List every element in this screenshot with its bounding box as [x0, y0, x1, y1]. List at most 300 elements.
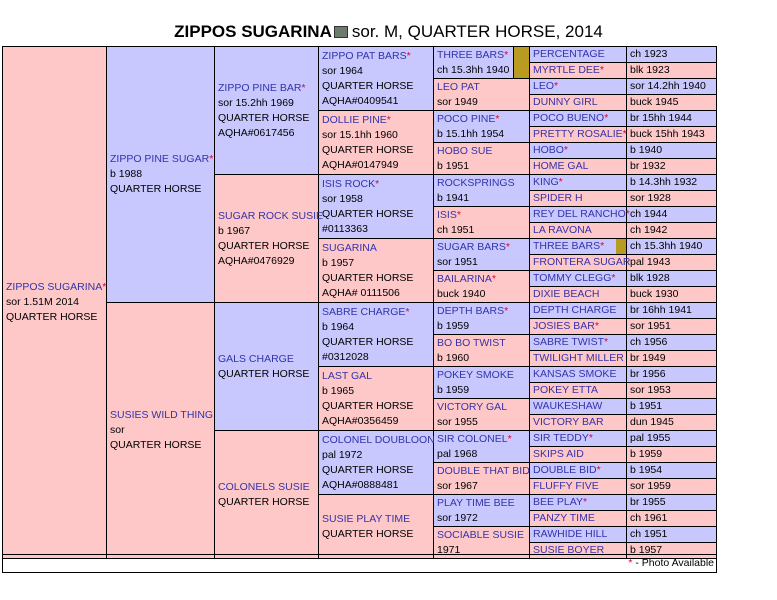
horse-name-link[interactable] — [437, 528, 529, 543]
horse-info-cell: blk 1928 — [627, 271, 717, 287]
horse-cell-gen4 — [319, 367, 434, 431]
horse-name[interactable]: DOLLIE PINE — [322, 113, 387, 126]
horse-detail: AQHA#0356459 — [322, 414, 399, 427]
horse-info-cell: dun 1945 — [627, 415, 717, 431]
horse-name-link[interactable] — [533, 335, 626, 350]
horse-name-link[interactable] — [533, 63, 626, 78]
horse-name[interactable]: ZIPPO PINE BAR — [218, 81, 302, 94]
horse-name[interactable]: DUNNY GIRL — [533, 96, 598, 108]
horse-name[interactable]: POKEY SMOKE — [437, 368, 514, 381]
horse-cell-gen5 — [434, 175, 530, 207]
horse-name-link[interactable] — [437, 400, 529, 415]
horse-name[interactable]: RAWHIDE HILL — [533, 528, 608, 540]
horse-detail: sor 1.51M 2014 — [6, 296, 79, 308]
horse-name[interactable]: THREE BARS — [533, 240, 601, 252]
photo-star: * — [594, 320, 599, 332]
horse-detail: sor 1955 — [437, 415, 478, 428]
horse-cell-gen5 — [434, 271, 530, 303]
horse-cell-gen6 — [530, 431, 627, 447]
horse-cell-gen5 — [434, 79, 530, 111]
horse-name[interactable]: SUSIES WILD THING — [110, 409, 214, 421]
horse-cell-gen6 — [530, 351, 627, 367]
horse-cell-gen5 — [434, 431, 530, 463]
horse-detail: QUARTER HORSE — [322, 271, 414, 284]
horse-name-link[interactable] — [218, 81, 318, 96]
horse-name-link[interactable] — [437, 496, 529, 511]
horse-name-link[interactable] — [533, 223, 626, 238]
horse-cell-gen6 — [530, 287, 627, 303]
horse-name-link[interactable] — [110, 152, 214, 167]
horse-detail: b 1988 — [110, 168, 143, 180]
horse-detail: AQHA#0147949 — [322, 158, 399, 171]
horse-cell-gen2 — [107, 303, 215, 559]
horse-detail: ch 15.3hh 1940 — [437, 63, 510, 76]
horse-detail: pal 1968 — [437, 447, 478, 460]
horse-name-link[interactable] — [437, 240, 529, 255]
horse-name-link[interactable] — [437, 80, 529, 95]
horse-detail: QUARTER HORSE — [218, 111, 310, 124]
horse-info-cell: br 15hh 1944 — [627, 111, 717, 127]
horse-name[interactable]: BAILARINA — [437, 272, 492, 285]
horse-name-link[interactable] — [533, 351, 626, 366]
horse-detail: b 1964 — [322, 320, 355, 333]
horse-name[interactable]: SIR COLONEL — [437, 432, 508, 445]
horse-name[interactable]: HOBO SUE — [437, 144, 493, 157]
horse-name[interactable]: COLONEL DOUBLOON — [322, 433, 435, 446]
horse-detail: QUARTER HORSE — [218, 495, 310, 508]
horse-name[interactable]: POCO BUENO — [533, 112, 605, 124]
horse-detail: sor 1972 — [437, 511, 478, 524]
horse-cell-gen4 — [319, 175, 434, 239]
horse-info-cell: blk 1923 — [627, 63, 717, 79]
photo-star: * — [102, 281, 107, 293]
horse-name[interactable]: ZIPPO PINE SUGAR — [110, 153, 210, 165]
horse-cell-gen5 — [434, 335, 530, 367]
horse-cell-gen6 — [530, 63, 627, 79]
horse-name[interactable]: PANZY TIME — [533, 512, 595, 524]
photo-star: * — [599, 64, 605, 76]
horse-name[interactable]: MYRTLE DEE — [533, 64, 600, 76]
photo-available-note: - Photo Available — [632, 557, 714, 569]
horse-name-link[interactable] — [322, 433, 433, 448]
horse-name[interactable]: BO BO TWIST — [437, 336, 506, 349]
horse-name[interactable]: THREE BARS — [437, 48, 505, 61]
horse-name[interactable]: ROCKSPRINGS — [437, 176, 515, 189]
horse-detail: b 1959 — [437, 383, 470, 396]
photo-star: * — [507, 432, 512, 445]
horse-info-cell: b 14.3hh 1932 — [627, 175, 717, 191]
horse-detail: b 15.1hh 1954 — [437, 127, 505, 140]
horse-name-link[interactable] — [437, 48, 513, 63]
horse-detail: AQHA#0476929 — [218, 254, 295, 267]
horse-name[interactable]: REY DEL RANCHO — [533, 208, 626, 220]
horse-name-link[interactable] — [437, 208, 529, 223]
photo-thumbnail[interactable] — [514, 47, 530, 79]
horse-detail: QUARTER HORSE — [110, 183, 202, 195]
horse-cell-gen1 — [3, 47, 107, 559]
horse-name[interactable]: SOCIABLE SUSIE — [437, 528, 524, 541]
horse-name[interactable]: SUGAR BARS — [437, 240, 506, 253]
horse-name-link[interactable] — [533, 287, 626, 302]
horse-cell-gen6 — [530, 175, 627, 191]
horse-cell-gen6 — [530, 319, 627, 335]
horse-info-cell: buck 1945 — [627, 95, 717, 111]
horse-name-link[interactable] — [533, 415, 626, 430]
horse-name[interactable]: SABRE TWIST — [533, 336, 604, 348]
horse-name[interactable]: KING — [533, 176, 559, 188]
horse-name-link[interactable] — [533, 447, 626, 462]
horse-name-link[interactable] — [533, 399, 626, 414]
horse-name-link[interactable] — [533, 143, 626, 158]
horse-name[interactable]: ISIS — [437, 208, 457, 221]
horse-detail: b 1967 — [218, 224, 251, 237]
horse-name-link[interactable] — [533, 383, 626, 398]
horse-name-link[interactable] — [437, 368, 529, 383]
horse-cell-gen5 — [434, 495, 530, 527]
horse-name[interactable]: SIR TEDDY — [533, 432, 589, 444]
horse-info-cell: br 1955 — [627, 495, 717, 511]
photo-star: * — [603, 336, 609, 348]
horse-name-link[interactable] — [533, 239, 626, 254]
horse-detail: buck 1940 — [437, 287, 486, 300]
horse-cell-gen6 — [530, 367, 627, 383]
horse-detail: sor 1958 — [322, 192, 363, 205]
horse-detail: b 1941 — [437, 191, 470, 204]
horse-info-cell: b 1951 — [627, 399, 717, 415]
horse-detail: AQHA#0888481 — [322, 478, 399, 491]
horse-detail: QUARTER HORSE — [322, 527, 414, 540]
horse-name[interactable]: PERCENTAGE — [533, 48, 605, 60]
horse-name-link[interactable] — [533, 495, 626, 510]
horse-detail: AQHA#0617456 — [218, 126, 295, 139]
horse-name[interactable]: SABRE CHARGE — [322, 305, 406, 318]
photo-star: * — [375, 177, 380, 190]
pedigree-chart — [2, 46, 717, 559]
horse-name[interactable]: SUGAR ROCK SUSIE — [218, 209, 324, 222]
horse-name-title: ZIPPOS SUGARINA — [174, 22, 332, 41]
horse-name-link[interactable] — [533, 79, 626, 94]
horse-name-link[interactable] — [533, 159, 626, 174]
photo-star: * — [583, 496, 588, 508]
horse-cell-gen6 — [530, 47, 627, 63]
horse-name[interactable]: LA RAVONA — [533, 224, 592, 236]
horse-cell-gen6 — [530, 223, 627, 239]
horse-info-cell: sor 1953 — [627, 383, 717, 399]
horse-info-cell: pal 1943 — [627, 255, 717, 271]
horse-name[interactable]: TWILIGHT MILLER — [533, 352, 624, 364]
horse-name[interactable]: ISIS ROCK — [322, 177, 376, 190]
horse-name-link[interactable] — [533, 207, 630, 222]
horse-cell-gen6 — [530, 527, 627, 543]
horse-cell-gen6 — [530, 383, 627, 399]
horse-name[interactable]: VICTORY BAR — [533, 416, 604, 428]
horse-info-cell: sor 1951 — [627, 319, 717, 335]
horse-name[interactable]: DOUBLE BID — [533, 464, 597, 476]
horse-detail: QUARTER HORSE — [322, 335, 414, 348]
horse-cell-gen3 — [215, 47, 319, 175]
photo-star: * — [386, 113, 391, 126]
horse-name-link[interactable] — [110, 408, 214, 423]
horse-cell-gen2 — [107, 47, 215, 303]
horse-cell-gen5 — [434, 111, 530, 143]
horse-cell-gen6 — [530, 191, 627, 207]
horse-name-link[interactable] — [533, 319, 626, 334]
photo-star: * — [554, 80, 559, 92]
horse-info-cell: sor 1928 — [627, 191, 717, 207]
horse-detail: sor 1967 — [437, 479, 478, 492]
horse-info-cell: br 1932 — [627, 159, 717, 175]
horse-detail: QUARTER HORSE — [218, 239, 310, 252]
horse-detail: b 1957 — [322, 256, 355, 269]
horse-name[interactable]: PLAY TIME BEE — [437, 496, 515, 509]
horse-name-link[interactable] — [533, 303, 626, 318]
horse-cell-gen5 — [434, 367, 530, 399]
horse-name[interactable]: DOUBLE THAT BID — [437, 464, 530, 477]
horse-cell-gen6 — [530, 415, 627, 431]
mail-icon[interactable] — [334, 26, 348, 38]
horse-info-cell: buck 1930 — [627, 287, 717, 303]
horse-info-cell: ch 1942 — [627, 223, 717, 239]
horse-name[interactable]: DIXIE BEACH — [533, 288, 600, 300]
horse-name[interactable]: SUGARINA — [322, 241, 377, 254]
horse-info-cell: b 1959 — [627, 447, 717, 463]
horse-detail: 1971 — [437, 543, 461, 556]
horse-name[interactable]: SUSIE BOYER — [533, 544, 605, 556]
photo-star: * — [456, 208, 461, 221]
horse-detail: QUARTER HORSE — [218, 367, 310, 380]
horse-cell-gen6 — [530, 239, 627, 255]
horse-detail: b 1960 — [437, 351, 470, 364]
horse-cell-gen5 — [434, 143, 530, 175]
horse-info-cell: b 1940 — [627, 143, 717, 159]
photo-star: * — [604, 112, 609, 124]
horse-name-link[interactable] — [437, 336, 529, 351]
horse-cell-gen3 — [215, 175, 324, 303]
horse-detail: QUARTER HORSE — [322, 463, 414, 476]
horse-cell-gen6 — [530, 271, 627, 287]
horse-cell-gen4 — [319, 47, 434, 111]
photo-star: * — [625, 208, 630, 220]
photo-star: * — [504, 304, 509, 317]
horse-name-link[interactable] — [322, 241, 433, 256]
horse-info-cell: br 16hh 1941 — [627, 303, 717, 319]
horse-name[interactable]: BEE PLAY — [533, 496, 583, 508]
horse-name-link[interactable] — [437, 304, 529, 319]
photo-star: * — [611, 272, 616, 284]
photo-star: * — [406, 49, 411, 62]
horse-detail: sor 15.1hh 1960 — [322, 128, 398, 141]
horse-name[interactable]: DEPTH BARS — [437, 304, 505, 317]
photo-marker-icon[interactable] — [616, 239, 626, 254]
horse-name-link[interactable] — [533, 431, 626, 446]
horse-cell-gen6 — [530, 447, 627, 463]
horse-name[interactable]: LEO PAT — [437, 80, 480, 93]
horse-name[interactable]: JOSIES BAR — [533, 320, 595, 332]
footer-star: * — [628, 557, 633, 569]
horse-detail: ch 1951 — [437, 223, 475, 236]
horse-detail: QUARTER HORSE — [322, 79, 414, 92]
horse-cell-gen5 — [434, 463, 530, 495]
horse-name-link[interactable] — [533, 175, 626, 190]
horse-cell-gen6 — [530, 495, 627, 511]
horse-name[interactable]: POKEY ETTA — [533, 384, 598, 396]
horse-name[interactable]: LEO — [533, 80, 555, 92]
photo-star: * — [563, 144, 569, 156]
photo-star: * — [558, 176, 563, 188]
horse-name-link[interactable] — [437, 432, 529, 447]
horse-name[interactable]: TOMMY CLEGG — [533, 272, 612, 284]
horse-detail: QUARTER HORSE — [110, 439, 202, 451]
horse-name-link[interactable] — [218, 209, 324, 224]
horse-name-link[interactable] — [437, 272, 529, 287]
photo-star: * — [600, 240, 605, 252]
horse-name-link[interactable] — [6, 280, 106, 295]
horse-name-link[interactable] — [437, 176, 529, 191]
horse-cell-gen3 — [215, 431, 319, 559]
horse-name-link[interactable] — [322, 512, 433, 527]
pedigree-row — [3, 47, 717, 63]
horse-name[interactable]: VICTORY GAL — [437, 400, 508, 413]
horse-info-cell: b 1957 — [627, 543, 717, 559]
photo-star: * — [209, 153, 214, 165]
horse-info-cell: buck 15hh 1943 — [627, 127, 717, 143]
horse-cell-gen6 — [530, 111, 627, 127]
horse-name-link[interactable] — [533, 367, 626, 382]
horse-cell-gen4 — [319, 111, 434, 175]
horse-name-link[interactable] — [533, 255, 631, 270]
photo-star: * — [405, 305, 410, 318]
horse-name[interactable]: WAUKESHAW — [533, 400, 603, 412]
horse-name[interactable]: FRONTERA SUGAR — [533, 256, 631, 268]
horse-name[interactable]: DEPTH CHARGE — [533, 304, 617, 316]
horse-info-cell: ch 1951 — [627, 527, 717, 543]
horse-cell-gen6 — [530, 127, 627, 143]
horse-info-cell: ch 1961 — [627, 511, 717, 527]
horse-name[interactable]: PRETTY ROSALIE — [533, 128, 623, 140]
horse-detail: sor 1949 — [437, 95, 478, 108]
horse-cell-gen4 — [319, 239, 434, 303]
horse-cell-gen5 — [434, 207, 530, 239]
horse-name-link[interactable] — [533, 191, 626, 206]
horse-name-link[interactable] — [533, 511, 626, 526]
horse-cell-gen4 — [319, 495, 434, 559]
photo-star: * — [491, 272, 496, 285]
horse-name[interactable]: GALS CHARGE — [218, 352, 294, 365]
photo-star: * — [588, 432, 593, 444]
horse-cell-gen6 — [530, 335, 627, 351]
horse-name[interactable]: ZIPPO PAT BARS — [322, 49, 407, 62]
horse-name-link[interactable] — [533, 271, 626, 286]
photo-star: * — [495, 112, 500, 125]
horse-name[interactable]: POCO PINE — [437, 112, 496, 125]
horse-cell-gen6 — [530, 399, 627, 415]
horse-name-link[interactable] — [322, 113, 433, 128]
footer-note — [2, 554, 717, 573]
horse-name-link[interactable] — [322, 305, 433, 320]
horse-name-link[interactable] — [533, 463, 626, 478]
horse-name-link[interactable] — [533, 111, 626, 126]
horse-info-cell: sor 14.2hh 1940 — [627, 79, 717, 95]
horse-name-link[interactable] — [533, 47, 626, 62]
horse-detail: sor — [110, 424, 125, 436]
horse-name[interactable]: COLONELS SUSIE — [218, 480, 310, 493]
horse-detail: AQHA#0409541 — [322, 94, 399, 107]
horse-name-link[interactable] — [437, 112, 529, 127]
horse-cell-gen6 — [530, 207, 630, 223]
horse-detail: QUARTER HORSE — [6, 311, 98, 323]
horse-name[interactable]: LAST GAL — [322, 369, 372, 382]
horse-info-cell: pal 1955 — [627, 431, 717, 447]
horse-cell-gen6 — [530, 95, 627, 111]
horse-cell-gen6 — [530, 511, 627, 527]
horse-detail: b 1965 — [322, 384, 355, 397]
horse-name[interactable]: KANSAS SMOKE — [533, 368, 617, 380]
horse-name[interactable]: SUSIE PLAY TIME — [322, 512, 411, 525]
photo-star: * — [504, 48, 509, 61]
horse-cell-gen5 — [434, 239, 530, 271]
photo-star: * — [301, 81, 306, 94]
horse-name-link[interactable] — [533, 95, 626, 110]
horse-cell-gen3 — [215, 303, 319, 431]
horse-detail: sor 1951 — [437, 255, 478, 268]
photo-star: * — [596, 464, 601, 476]
horse-cell-gen6 — [530, 159, 627, 175]
horse-detail: #0312028 — [322, 350, 369, 363]
horse-name-link[interactable] — [437, 144, 529, 159]
horse-name-link[interactable] — [322, 177, 433, 192]
horse-cell-gen5 — [434, 303, 530, 335]
horse-detail: b 1951 — [437, 159, 470, 172]
horse-info-cell: br 1949 — [627, 351, 717, 367]
horse-detail: b 1959 — [437, 319, 470, 332]
horse-detail: sor 15.2hh 1969 — [218, 96, 294, 109]
horse-name-link[interactable] — [533, 127, 626, 142]
horse-cell-gen5 — [434, 399, 530, 431]
horse-cell-gen5 — [434, 47, 514, 79]
horse-name[interactable]: SKIPS AID — [533, 448, 584, 460]
horse-cell-gen6 — [530, 479, 627, 495]
horse-name-link[interactable] — [322, 49, 433, 64]
horse-name[interactable]: ZIPPOS SUGARINA — [6, 281, 103, 293]
horse-cell-gen6 — [530, 303, 627, 319]
horse-name[interactable]: HOBO — [533, 144, 564, 156]
horse-info-cell: ch 1956 — [627, 335, 717, 351]
horse-cell-gen4 — [319, 303, 434, 367]
horse-detail: #0113363 — [322, 222, 368, 235]
horse-info-cell: ch 1944 — [627, 207, 717, 223]
horse-detail: pal 1972 — [322, 448, 363, 461]
horse-name-link[interactable] — [218, 480, 318, 495]
horse-info-cell: ch 15.3hh 1940 — [627, 239, 717, 255]
horse-name-link[interactable] — [322, 369, 433, 384]
horse-detail: QUARTER HORSE — [322, 399, 414, 412]
horse-detail: sor 1964 — [322, 64, 363, 77]
horse-summary: sor. M, QUARTER HORSE, 2014 — [351, 22, 603, 41]
horse-cell-gen4 — [319, 431, 434, 495]
horse-detail: QUARTER HORSE — [322, 207, 414, 220]
horse-cell-gen6 — [530, 79, 627, 95]
horse-name[interactable]: HOME GAL — [533, 160, 589, 172]
horse-name-link[interactable] — [533, 479, 626, 494]
horse-cell-gen6 — [530, 255, 631, 271]
photo-star: * — [622, 128, 627, 140]
horse-name[interactable]: FLUFFY FIVE — [533, 480, 599, 492]
horse-name-link[interactable] — [218, 352, 318, 367]
horse-info-cell: b 1954 — [627, 463, 717, 479]
horse-name-link[interactable] — [533, 527, 626, 542]
horse-name[interactable]: SPIDER H — [533, 192, 583, 204]
horse-name-link[interactable] — [437, 464, 529, 479]
